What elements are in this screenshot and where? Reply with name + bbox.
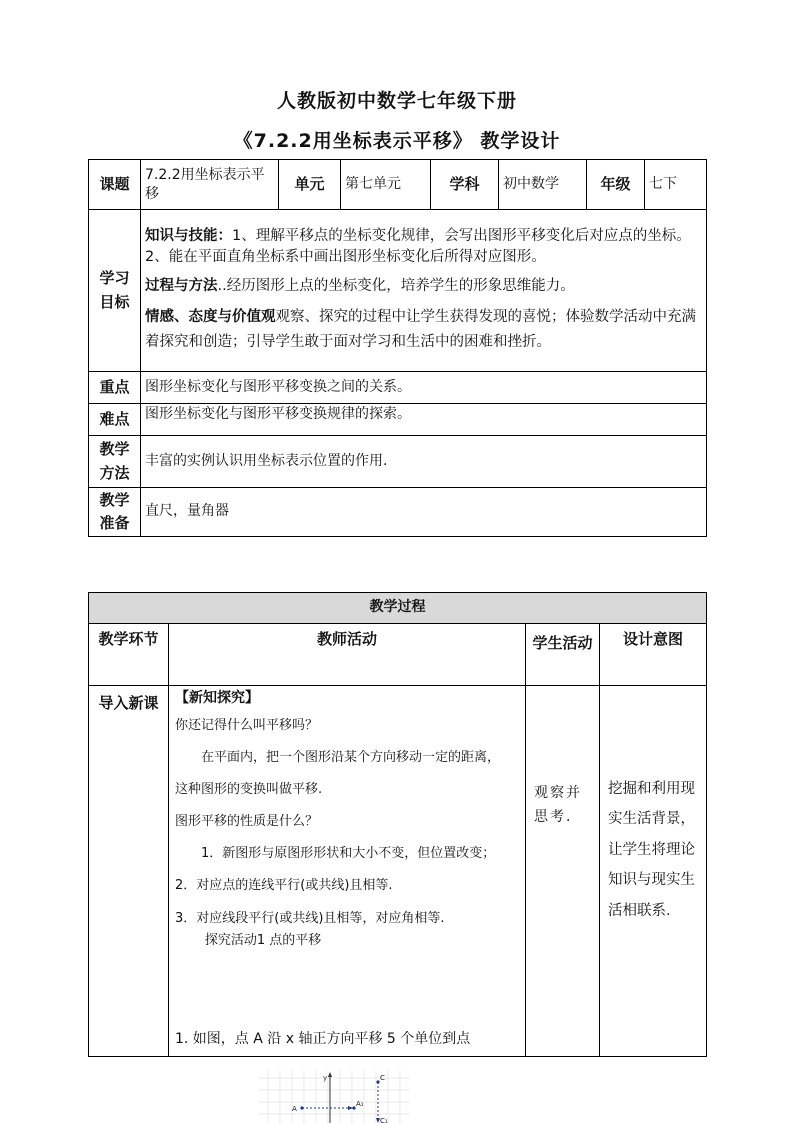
- objectives-label: 学习目标: [89, 210, 141, 372]
- point-a1-label: A₁: [356, 1100, 364, 1108]
- col-teacher-header: 教师活动: [169, 624, 526, 686]
- document-title: 人教版初中数学七年级下册: [276, 90, 517, 112]
- teacher-line: 3．对应线段平行(或共线)且相等，对应角相等.: [175, 910, 445, 926]
- col-stage-header: 教学环节: [89, 624, 169, 686]
- knowledge-objective: [145, 226, 702, 247]
- knowledge-text: 1、理解平移点的坐标变化规律，会写出图形平移变化后对应点的坐标。: [232, 227, 691, 244]
- subject-value: 初中数学: [499, 160, 587, 210]
- y-axis-label: y: [323, 1074, 328, 1082]
- prep-value: 直尺，量角器: [141, 488, 707, 537]
- col-intent-header: 设计意图: [600, 624, 707, 686]
- key-row: [89, 372, 707, 404]
- coordinate-figure: [258, 1070, 410, 1123]
- unit-value: 第七单元: [341, 160, 431, 210]
- teacher-line: 1. 如图，点 A 沿 x 轴正方向平移 5 个单位到点: [175, 1030, 471, 1047]
- intro-row: [89, 686, 707, 1057]
- teacher-line: 2．对应点的连线平行(或共线)且相等.: [175, 878, 393, 894]
- objectives-content: [141, 210, 707, 372]
- lesson-title: 《7.2.2用坐标表示平移》 教学设计: [233, 130, 561, 152]
- key-value: 图形坐标变化与图形平移变换之间的关系。: [141, 372, 707, 404]
- student-activity-cell: 观察并思考.: [526, 686, 600, 1057]
- subject-label: 学科: [431, 160, 499, 210]
- topic-value: 7.2.2用坐标表示平移: [141, 160, 279, 210]
- teacher-activity-cell: [169, 686, 526, 1057]
- process-label: 过程与方法: [145, 277, 218, 294]
- teaching-process-table: [88, 592, 707, 1057]
- emotion-label: 情感、态度与价值观: [145, 308, 276, 325]
- teacher-line: 这种图形的变换叫做平移.: [175, 781, 323, 797]
- emotion-objective: [145, 305, 702, 356]
- new-knowledge-heading: 【新知探究】: [175, 690, 259, 706]
- objectives-row: [89, 210, 707, 372]
- teacher-line: 图形平移的性质是什么？: [175, 814, 319, 830]
- topic-row: [89, 160, 707, 210]
- design-intent-cell: 挖掘和利用现实生活背景，让学生将理论知识与现实生活相联系.: [600, 686, 707, 1057]
- knowledge-label: 知识与技能：: [145, 227, 232, 244]
- process-title: 教学过程: [89, 593, 707, 624]
- point-c-label: C: [380, 1074, 385, 1082]
- prep-label: 教学准备: [89, 488, 141, 537]
- difficult-row: [89, 404, 707, 436]
- point-a: [300, 1106, 303, 1109]
- stage-intro: 导入新课: [89, 686, 169, 1057]
- teacher-line: 你还记得什么叫平移吗？: [175, 717, 319, 733]
- process-header-row: [89, 593, 707, 624]
- process-text: ..经历图形上点的坐标变化，培养学生的形象思维能力。: [217, 277, 575, 294]
- point-a-label: A: [292, 1105, 297, 1113]
- lesson-info-table: [88, 159, 707, 537]
- emotion-text: 观察、探究的过程中让学生获得发现的喜悦；体验数学活动中充满着探究和创造；引导学生敢于面对学习和生活中的困难和挫折。: [145, 308, 696, 351]
- teacher-line: 在平面内，把一个图形沿某个方向移动一定的距离，: [201, 749, 501, 765]
- y-axis-arrow: [328, 1072, 332, 1077]
- col-student-header: 学生活动: [526, 624, 600, 686]
- knowledge-objective-2: 2、能在平面直角坐标系中画出图形坐标变化后所得对应图形。: [145, 248, 546, 265]
- difficult-label: 难点: [89, 404, 141, 436]
- process-objective: [145, 276, 702, 297]
- method-label: 教学方法: [89, 436, 141, 488]
- grade-value: 七下: [645, 160, 707, 210]
- difficult-value: 图形坐标变化与图形平移变换规律的探索。: [141, 404, 707, 436]
- column-header-row: [89, 624, 707, 686]
- grade-label: 年级: [587, 160, 645, 210]
- key-label: 重点: [89, 372, 141, 404]
- unit-label: 单元: [279, 160, 341, 210]
- point-c1-label: C₁: [380, 1117, 388, 1123]
- method-row: [89, 436, 707, 488]
- activity-heading: 探究活动1 点的平移: [204, 932, 322, 948]
- topic-label: 课题: [89, 160, 141, 210]
- prep-row: [89, 488, 707, 537]
- teacher-line: 1．新图形与原图形形状和大小不变，但位置改变；: [201, 846, 496, 862]
- method-value: 丰富的实例认识用坐标表示位置的作用.: [141, 436, 707, 488]
